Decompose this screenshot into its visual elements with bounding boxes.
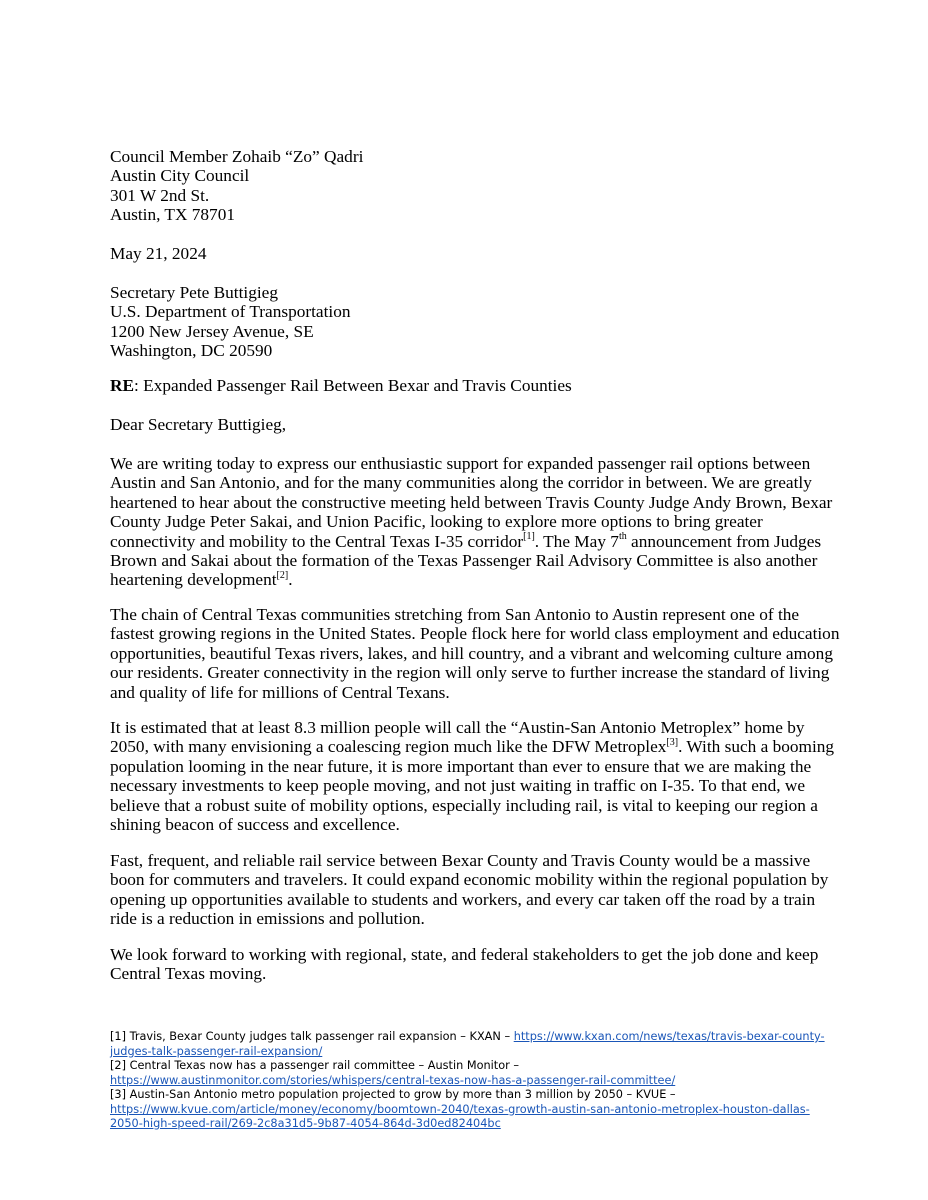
paragraph-1: We are writing today to express our enthusiastic support for expanded passenger rail options between Austin and San Antonio, and for the many communities along the corridor in between. We are greatly heartened to hear about the constructive meeting held between Travis County Judge Andy Brown, Bexar County Judge Peter Sakai, and Union Pacific, looking to explore more options to bring greater connectivity and mobility to the Central Texas I-35 corridor[1]. The May 7th announcement from Judges Brown and Sakai about the formation of the Texas Passenger Rail Advisory Committee is also another heartening development[2]. (110, 454, 833, 590)
footnote-1-link[interactable]: https://www.kxan.com/news/texas/travis-bexar-county- (513, 1030, 825, 1043)
footnote-2-link[interactable]: https://www.austinmonitor.com/stories/whispers/central-texas-now-has-a-passenger-rail-committee/ (110, 1073, 676, 1087)
sender-name: Council Member Zohaib “Zo” Qadri (110, 147, 364, 166)
paragraph-4: Fast, frequent, and reliable rail service between Bexar County and Travis County would be a massive boon for commuters and travelers. It could expand economic mobility within the regional population by opening up opportunities available to students and workers, and every car taken off the road by a train ride is a reduction in emissions and pollution. (110, 851, 829, 929)
footnote-3: [3] Austin-San Antonio metro population projected to grow by more than 3 million by 2050 – KVUE – (110, 1088, 676, 1101)
sender-street: 301 W 2nd St. (110, 185, 210, 205)
sender-address (110, 147, 830, 225)
footnote-ref-1: [1] (523, 530, 535, 542)
paragraph-2: The chain of Central Texas communities stretching from San Antonio to Austin represent one of the fastest growing regions in the United States. People flock here for world class employment and education opportunities, beautiful Texas rivers, lakes, and hill country, and a vibrant and welcoming culture among our residents. Greater connectivity in the region will only serve to further increase the standard of living and quality of life for millions of Central Texans. (110, 605, 840, 702)
footnote-ref-2: [2] (276, 569, 289, 581)
recipient-name: Secretary Pete Buttigieg (110, 283, 278, 302)
footnote-3-link[interactable]: https://www.kvue.com/article/money/economy/boomtown-2040/texas-growth-austin-san-antonio-metroplex-houston-dallas- (110, 1102, 810, 1116)
footnotes (110, 1030, 830, 1132)
salutation: Dear Secretary Buttigieg, (110, 415, 287, 434)
subject-label: RE (110, 376, 135, 395)
footnote-1: [1] Travis, Bexar County judges talk passenger rail expansion – KXAN – https://www.kxan.com/news/texas/travis-bexar-county- (110, 1030, 825, 1043)
recipient-address (110, 283, 830, 361)
footnote-ref-3: [3] (666, 736, 679, 748)
subject-text: : Expanded Passenger Rail Between Bexar and Travis Counties (134, 376, 572, 395)
footnote-1-link-continued[interactable]: judges-talk-passenger-rail-expansion/ (110, 1044, 323, 1058)
letter-date: May 21, 2024 (110, 244, 207, 263)
sender-city: Austin, TX 78701 (110, 205, 235, 225)
sender-organization: Austin City Council (110, 166, 250, 186)
paragraph-5: We look forward to working with regional, state, and federal stakeholders to get the job done and keep Central Texas moving. (110, 945, 819, 984)
recipient-city: Washington, DC 20590 (110, 341, 273, 361)
subject-line (110, 376, 830, 395)
footnote-2: [2] Central Texas now has a passenger rail committee – Austin Monitor – (110, 1059, 520, 1072)
recipient-street: 1200 New Jersey Avenue, SE (110, 321, 314, 341)
ordinal-suffix: th (618, 530, 627, 542)
recipient-organization: U.S. Department of Transportation (110, 302, 351, 322)
paragraph-3: It is estimated that at least 8.3 million people will call the “Austin-San Antonio Metroplex” home by 2050, with many envisioning a coalescing region much like the DFW Metroplex[3]. With such a booming population looming in the near future, it is more important than ever to ensure that we are making the necessary investments to keep people moving, and not just waiting in traffic on I-35. To that end, we believe that a robust suite of mobility options, especially including rail, is vital to keeping our region a shining beacon of success and excellence. (110, 718, 835, 835)
footnote-3-link-continued[interactable]: 2050-high-speed-rail/269-2c8a31d5-9b87-4054-864d-3d0ed82404bc (110, 1117, 501, 1130)
